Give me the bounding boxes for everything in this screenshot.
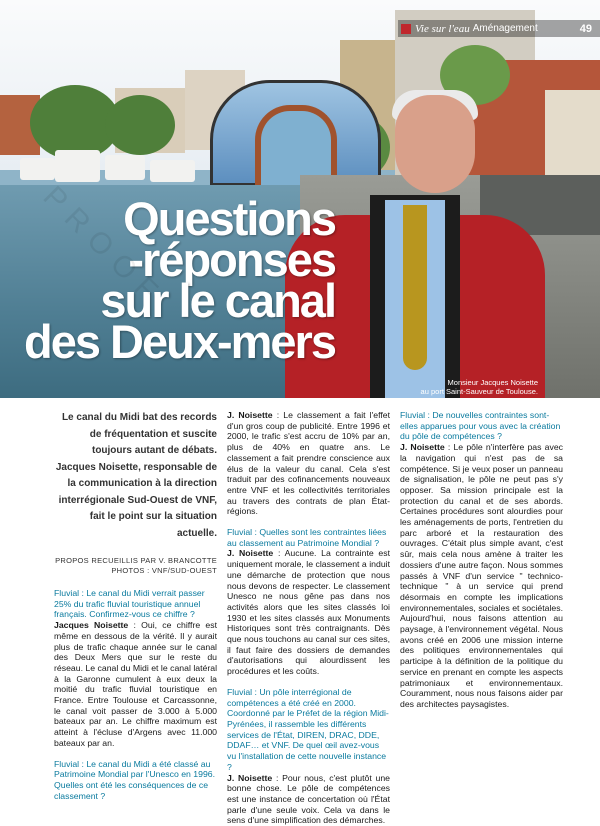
hero-photo: [0, 0, 600, 398]
answer-text: : Le classement a fait l'effet d'un gros coup de publicité. Entre 1996 et 2000, le trafic s'est accru de 10% par an, plus de 40% en quatre ans. Le classement a fait prendre conscience aux élus de la valeur du canal. Cela s'est traduit par des cofinancements nouveaux entre VNF et les collectivités territoriales au travers des contrats de plan État-régions.: [227, 410, 390, 516]
question: Fluvial : De nouvelles contraintes sont-elles apparues pour vous avec la création du pôle de compétences ?: [400, 410, 563, 442]
answer: [227, 410, 390, 517]
question: Fluvial : Le canal du Midi verrait passer 25% du trafic fluvial touristique annuel français. Confirmez-vous ce chiffre ?: [54, 588, 217, 620]
tie: [403, 205, 427, 370]
title-line: Questions: [24, 198, 335, 239]
boat: [105, 155, 145, 180]
credits-author: PROPOS RECUEILLIS PAR V. BRANCOTTE: [54, 556, 217, 566]
caption-line: au port Saint-Sauveur de Toulouse.: [421, 387, 538, 396]
glass-building-arch: [255, 105, 337, 186]
question: Fluvial : Un pôle interrégional de compétences a été créé en 2000. Coordonné par le Préfet de la région Midi-Pyrénées, il rassemble les différents services de l'État, DIREN, DRAC, DDE, DDAF… et VNF. De quel œil avez-vous vu l'installation de cette nouvelle instance ?: [227, 687, 390, 773]
question: Fluvial : Quelles sont les contraintes liées au classement au Patrimoine Mondial ?: [227, 527, 390, 548]
credits-photos: PHOTOS : VNF/SUD-OUEST: [54, 566, 217, 576]
speaker: J. Noisette: [227, 410, 273, 420]
lead-paragraph: Le canal du Midi bat des records de fréquentation et suscite toujours autant de débats. Jacques Noisette, responsable de la communication à la direction interrégionale Sud-Ouest de VNF, fait le point sur la situation actuelle.: [54, 410, 217, 542]
section-title: Vie sur l'eau: [415, 23, 470, 35]
title-line: sur le canal: [24, 280, 335, 321]
title-line: des Deux-mers: [24, 321, 335, 362]
column-1: [54, 410, 217, 801]
caption-line: Monsieur Jacques Noisette: [421, 378, 538, 387]
boat: [20, 158, 55, 180]
tree: [105, 95, 175, 155]
title-line: -réponses: [24, 239, 335, 280]
boat: [55, 150, 100, 182]
speaker: Jacques Noisette: [54, 620, 128, 630]
answer: [227, 773, 390, 826]
boat: [150, 160, 195, 182]
answer: [227, 548, 390, 676]
answer: [54, 620, 217, 748]
question: Fluvial : Le canal du Midi a été classé au Patrimoine Mondial par l'Unesco en 1996. Quelles ont été les conséquences de ce classement ?: [54, 759, 217, 802]
speaker: J. Noisette: [227, 773, 272, 783]
section-marker-icon: [401, 24, 411, 34]
column-3: [400, 410, 563, 710]
answer-text: : Pour nous, c'est plutôt une bonne chose. Le pôle de compétences est une instance de concertation où l'État parle d'une seule voix. Cela va dans le sens d'une simplification des démarches.: [227, 773, 390, 826]
answer-text: : Oui, ce chiffre est même en dessous de la vérité. Il y aurait plus de trafic chaque année sur le canal des Deux Mers que sur le reste du réseau. Le canal du Midi et le canal latéral à la Garonne cumulent à eux deux la moitié du trafic fluvial touristique en France. Entre Toulouse et Carcassonne, le canal voit passer de 3.000 à 5.000 bateaux par an. Le chiffre maximum est atteint à l'écluse d'Argens avec 11.000 bateaux par an.: [54, 620, 217, 748]
section-header: [398, 20, 600, 37]
building: [545, 90, 600, 175]
credits: [54, 556, 217, 576]
page-number: 49: [580, 23, 592, 35]
answer-text: : Le pôle n'interfère pas avec la navigation qui n'est pas de sa compétence. Si je veux poser un panneau de signalisation, le pôle ne peut pas s'y opposer. Sa mission principale est la protection du canal et de ses abords. Certaines procédures sont alourdies pour les aménagements de ports, l'entretien du parc arboré et la restauration des ouvrages. C'était plus simple avant, c'est sûr, mais cela nous amène à traiter les dossiers d'une autre façon. Nous sommes passés à VNF d'un service " technico- technique " à un service qui prend désormais en compte les implications environnementales, sociales et sociétales. Aujourd'hui, nous faisons attention au paysage, à l'environnement végétal. Nous avons créé en 2006 une mission interne des politiques environnementales qui participe à la définition de la politique du service en prenant en compte les aspects patrimoniaux et environnementaux. Couramment, nous nous faisons aider par des architectes paysagistes.: [400, 442, 563, 709]
speaker: J. Noisette: [400, 442, 445, 452]
speaker: J. Noisette: [227, 548, 273, 558]
photo-caption: [421, 378, 538, 396]
article-title: [24, 198, 335, 362]
section-subtitle: Aménagement: [473, 23, 538, 34]
answer-text: : Aucune. La contrainte est uniquement morale, le classement a induit une démarche de protection que nous nous devons de respecter. Le classement Unesco ne nous gêne pas dans nos activités alors que les sites classés loi 1930 et les sites classés aux Monuments Historiques sont très contraignants. Dès que nous touchons au canal sur ces sites, il faut faire des dossiers de demandes d'autorisations qui alourdissent les procédures et les coûts.: [227, 548, 390, 676]
column-2: [227, 410, 390, 826]
answer: [400, 442, 563, 710]
